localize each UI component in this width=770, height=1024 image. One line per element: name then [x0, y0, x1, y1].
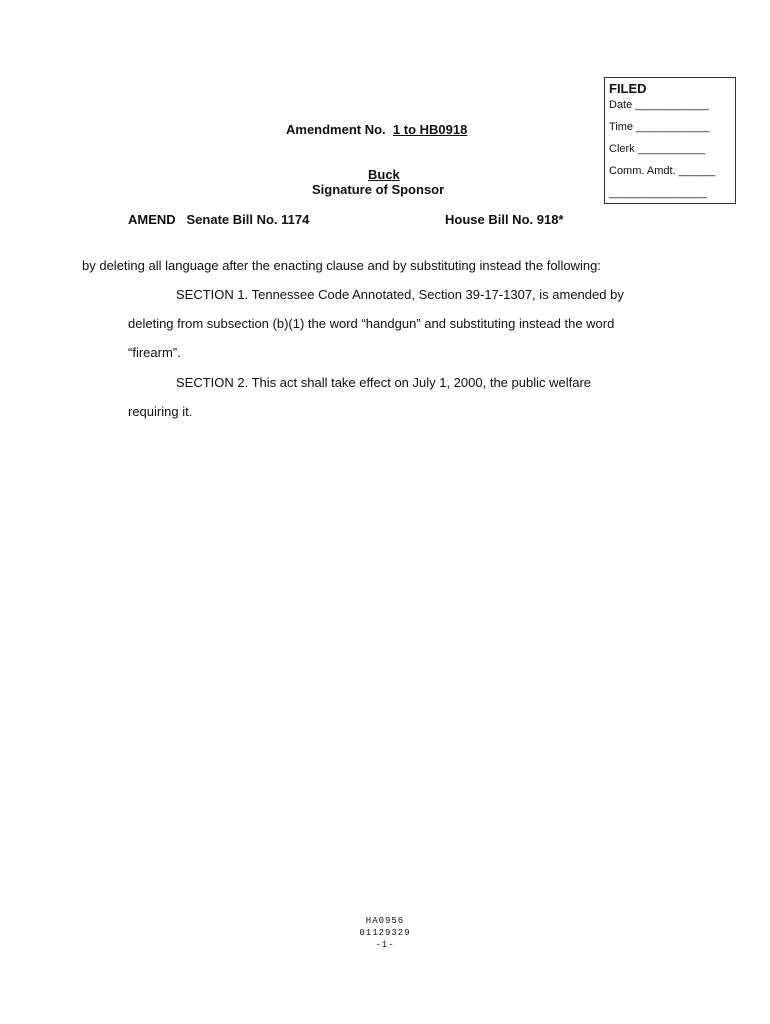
amendment-value: 1 to HB0918 — [392, 122, 468, 137]
filed-comm-amdt-field: Comm. Amdt. ______ — [609, 165, 716, 177]
section-1-line-1: SECTION 1. Tennessee Code Annotated, Section 39-17-1307, is amended by — [176, 287, 624, 302]
house-bill-number: House Bill No. 918* — [445, 212, 564, 227]
footer-number: 01129329 — [359, 928, 411, 938]
footer-code: HA0956 — [365, 916, 405, 926]
section-2-line-1: SECTION 2. This act shall take effect on July 1, 2000, the public welfare — [176, 375, 592, 390]
footer-page-number: -1- — [375, 940, 395, 950]
sponsor-caption: Signature of Sponsor — [312, 182, 445, 197]
filed-clerk-field: Clerk ___________ — [609, 143, 706, 155]
section-2-line-2: requiring it. — [128, 404, 193, 419]
section-1-line-3: “firearm”. — [128, 345, 181, 360]
amendment-number-line — [286, 122, 467, 137]
amendment-label: Amendment No. — [286, 122, 386, 137]
filed-title: FILED — [609, 81, 647, 96]
filed-blank-line: ________________ — [609, 187, 707, 199]
intro-paragraph: by deleting all language after the enacting clause and by substituting instead the following: — [82, 258, 601, 273]
filed-time-field: Time ____________ — [609, 121, 710, 133]
filed-date-field: Date ____________ — [609, 99, 709, 111]
senate-bill-number: Senate Bill No. 1174 — [186, 212, 310, 227]
section-1-line-2: deleting from subsection (b)(1) the word “handgun” and substituting instead the word — [128, 316, 615, 331]
sponsor-name: Buck — [368, 167, 400, 182]
amend-label: AMEND — [128, 212, 176, 227]
filed-stamp-box — [604, 77, 736, 204]
amend-senate-bill-line — [128, 212, 309, 227]
